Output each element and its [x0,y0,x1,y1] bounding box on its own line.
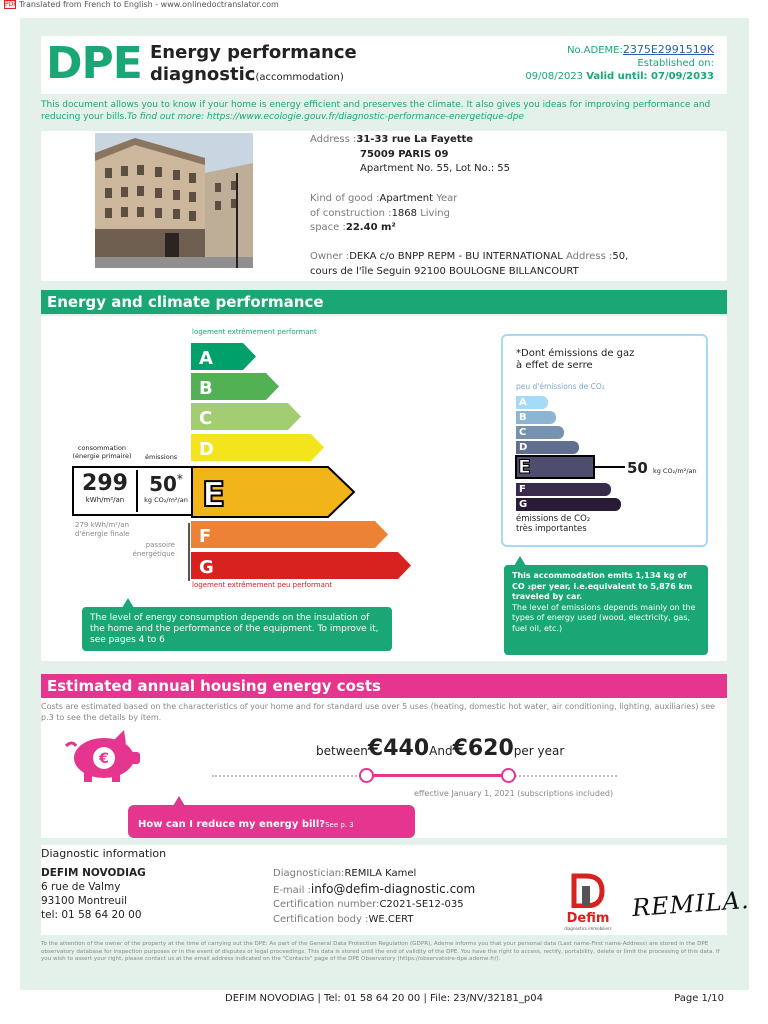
passoire-label: passoire énergétique [132,541,175,558]
energy-rating-box: 299 kWh/m²/an 50* kg CO₂/m²/an [72,466,192,516]
diagnostic-title: Diagnostic information [41,847,167,860]
final-energy: 279 kWh/m²/an d'énergie finale [75,521,130,538]
ademe-info: No.ADEME:2375E2991519K Established on: 09/08/2023 Valid until: 07/09/2033 [525,43,714,82]
costs-note: Costs are estimated based on the characteristics of your home and for standard use over 5 uses (heating, domestic hot water, air conditioning, lighting, auxiliaries) see p.3 to see the details by item. [41,702,716,722]
diagnostician-block: Diagnostician:REMILA Kamel E-mail :info@defim-diagnostic.com Certification number:C2021-SE12-035 Certification body :WE.CERT [273,868,476,925]
company-block: DEFIM NOVODIAG 6 rue de Valmy 93100 Montreuil tel: 01 58 64 20 00 [41,867,146,921]
cost-range: between€440And€620per year [316,736,565,761]
piggy-bank-icon [64,728,144,784]
translation-note: PDF Translated from French to English - www.onlinedoctranslator.com [5,0,279,9]
energy-class-b [191,373,279,400]
intro-text: This document allows you to know if your home is energy efficient and preserves the climate. It also gives you ideas for improving performance and reducing your bills.To find out more: https://www.ecologie.gouv.fr/diagnostic-performance-energetique-dpe [41,100,711,122]
address-block: Address :31-33 rue La Fayette 75009 PARIS 09 Apartment No. 55, Lot No.: 55 [310,134,511,174]
ghg-class-a: A [516,396,548,409]
defim-logo: Defim diagnostics immobiliers [560,872,616,931]
energy-top-label: logement extrêmement performant [192,328,317,336]
energy-class-d [191,434,324,461]
passoire-line [188,523,190,581]
legal-notice: To the attention of the owner of the property at the time of carrying out the DPE: As part of the General Data Protection Regulation (GDPR), Ademe informs you that your personal data (Last name-First name-Address) are stored in the DPE observatory database for inspection purposes or in the event of disputes or legal proceedings. This data is stored until the end of validity of the DPE. You have the right to access, rectify, portability, delete or limit the processing of this data. If you wish to assert your right, please contact us at the email address indicated on the "Contacts" page of the DPE Observatory (https://observatoire-dpe.ademe.fr/). [41,941,720,962]
cost-high-marker [501,768,516,783]
svg-text:€: € [99,751,109,767]
ghg-value: 50 kg CO₂/m²/an [627,459,697,477]
energy-class-label: B [199,378,213,399]
building-photo [95,133,253,268]
ghg-bottom-label: émissions de CO₂ très importantes [516,514,591,534]
energy-class-label: G [199,557,214,578]
energy-class-label: F [199,526,212,547]
energy-banner: Energy and climate performance [41,290,727,314]
defim-logo-icon [570,872,606,908]
ghg-class-c: C [516,426,564,439]
page-title: Energy performance diagnostic(accommodation) [150,42,357,85]
ghg-tip: This accommodation emits 1,134 kg of CO ₂per year, i.e.equivalent to 5,876 km traveled by car. The level of emissions depends mainly on the types of energy used (wood, electricity, gas, fuel oil, etc.) [504,565,708,655]
energy-tip: The level of energy consumption depends on the insulation of the home and the performance of the equipment. To improve it, see pages 4 to 6 [82,607,392,651]
consumption-value: 299 [82,471,128,496]
energy-rating-letter: E [202,475,226,515]
energy-class-label: C [199,408,213,429]
ghg-class-d: D [516,441,579,454]
energy-class-g [191,552,411,579]
ghg-class-f: F [516,483,611,496]
emissions-value: 50 [149,472,177,496]
page-number: Page 1/10 [674,993,724,1004]
ghg-rating-letter: E [518,456,531,478]
cost-low-marker [359,768,374,783]
ghg-class-b: B [516,411,556,424]
energy-class-label: D [199,439,214,460]
energy-class-a [191,343,256,370]
ademe-number-link[interactable]: 2375E2991519K [622,43,714,56]
cost-low: €440 [367,736,430,761]
ghg-pointer [595,466,625,468]
energy-bottom-label: logement extrêmement peu performant [192,581,333,589]
cost-range-fill [366,774,509,777]
consumption-unit: kWh/m²/an [85,496,125,504]
emissions-label: émissions [145,453,178,461]
property-details: Kind of good :Apartment Year of construction :1868 Living space :22.40 m² [310,193,458,233]
cost-effective: effective January 1, 2021 (subscriptions included) [414,789,614,798]
energy-class-c [191,403,301,430]
dpe-logo: DPE [46,38,142,89]
footer-info: DEFIM NOVODIAG | Tel: 01 58 64 20 00 | File: 23/NV/32181_p04 [225,993,543,1004]
owner-block: Owner :DEKA c/o BNPP REPM - BU INTERNATIONAL Address :50, cours de l'île Seguin 92100 BOULOGNE BILLANCOURT [310,251,629,277]
email-link[interactable]: info@defim-diagnostic.com [310,881,476,896]
costs-banner: Estimated annual housing energy costs [41,674,727,698]
energy-class-f [191,521,388,548]
cost-high: €620 [452,736,514,761]
info-link[interactable]: To find out more: https://www.ecologie.gouv.fr/diagnostic-performance-energetique-dpe [127,112,524,122]
energy-rating-arrow [190,466,358,518]
emissions-unit: kg CO₂/m²/an [144,496,188,504]
ghg-top-label: peu d'émissions de CO₂ [516,382,605,391]
ghg-class-g: G [516,498,621,511]
reduce-bill-button[interactable]: How can I reduce my energy bill?See p. 3 [128,805,415,838]
energy-class-label: A [199,348,213,369]
signature: REMILA. [631,885,751,923]
ghg-title: *Dont émissions de gaz à effet de serre [516,348,635,371]
consumption-label: consommation (énergie primaire) [72,444,132,460]
pdf-icon: PDF [5,1,17,8]
